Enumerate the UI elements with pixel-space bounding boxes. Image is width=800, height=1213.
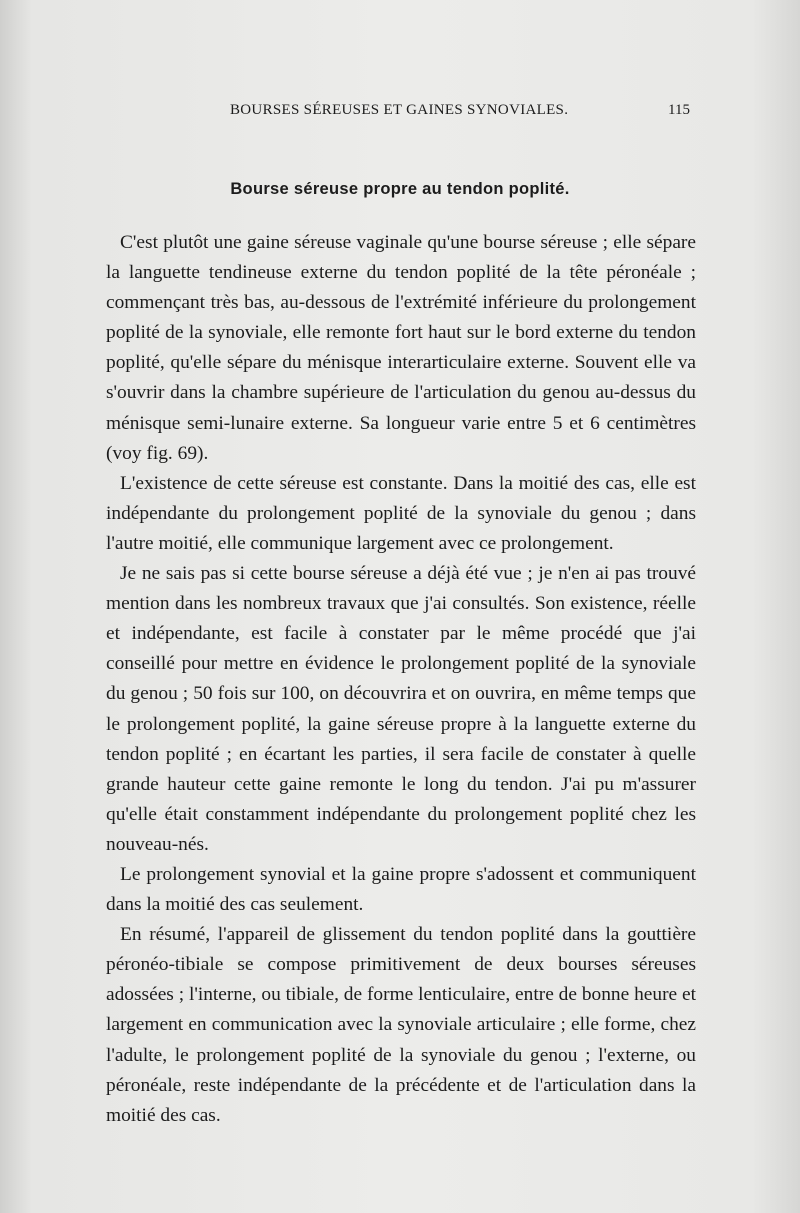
show-through-text	[600, 150, 605, 171]
paragraph-3: Je ne sais pas si cette bourse séreuse a déjà été vue ; je n'en ai pas trouvé mention dans les nombreux travaux que j'ai consultés. Son existence, réelle et indépendante, est facile à constater par le même procédé que j'ai conseillé pour mettre en évidence le prolongement poplité de la synoviale du genou ; 50 fois sur 100, on découvrira et on ouvrira, en même temps que le prolongement poplité, la gaine séreuse propre à la languette externe du tendon poplité ; en écartant les parties, il sera facile de constater à quelle grande hauteur cette gaine remonte le long du tendon. J'ai pu m'assurer qu'elle était constamment indépendante du prolongement poplité chez les nouveau-nés.	[106, 563, 696, 855]
section-title: Bourse séreuse propre au tendon poplité.	[230, 180, 570, 198]
paragraph-1: C'est plutôt une gaine séreuse vaginale qu'une bourse séreuse ; elle sépare la languette tendineuse externe du tendon poplité de la tête péronéale ; commençant très bas, au-dessous de l'extrémité inférieure du prolongement poplité de la synoviale, elle remonte fort haut sur le bord externe du tendon poplité, qu'elle sépare du ménisque interarticulaire externe. Souvent elle va s'ouvrir dans la chambre supérieure de l'articulation du genou au-dessus du ménisque semi-lunaire externe. Sa longueur varie entre 5 et 6 centimètres (voy fig. 69).	[106, 232, 696, 464]
running-head: BOURSES SÉREUSES ET GAINES SYNOVIALES.	[230, 102, 569, 118]
body-text	[106, 228, 696, 1131]
paragraph-2: L'existence de cette séreuse est constante. Dans la moitié des cas, elle est indépendante du prolongement poplité de la synoviale du genou ; dans l'autre moitié, elle communique largement avec ce prolongement.	[106, 472, 696, 554]
page-number: 115	[668, 102, 690, 118]
paragraph-5: En résumé, l'appareil de glissement du tendon poplité dans la gouttière péronéo-tibiale se compose primitivement de deux bourses séreuses adossées ; l'interne, ou tibiale, de forme lenticulaire, entre de bonne heure et largement en communication avec la synoviale articulaire ; elle forme, chez l'adulte, le prolongement poplité de la synoviale du genou ; l'externe, ou péronéale, reste indépendante de la précédente et de l'articulation dans la moitié des cas.	[106, 924, 696, 1126]
paragraph-4: Le prolongement synovial et la gaine propre s'adossent et communiquent dans la moitié des cas seulement.	[106, 863, 696, 916]
page-header	[0, 102, 800, 126]
